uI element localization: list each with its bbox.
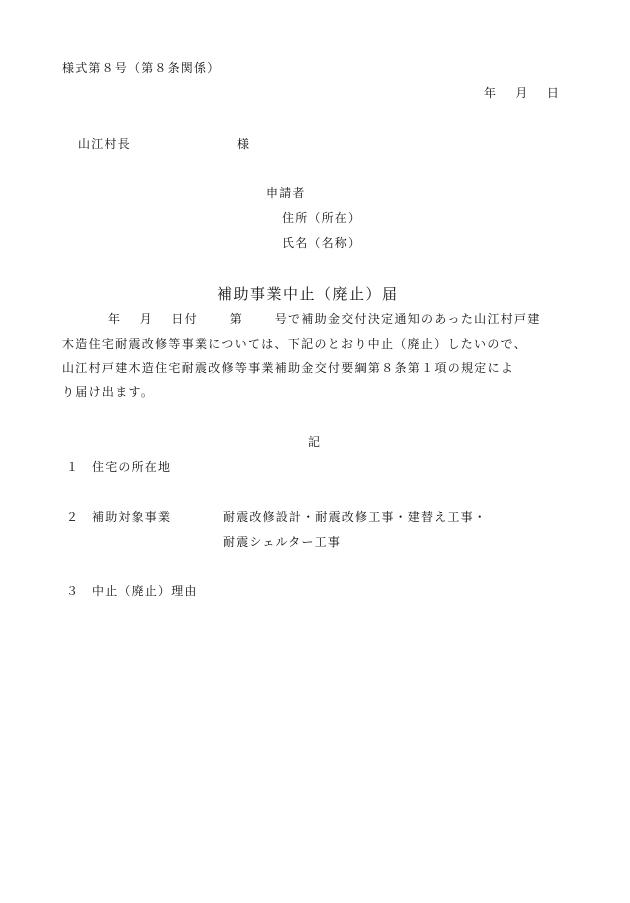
applicant-heading: 申請者 (266, 186, 306, 200)
addressee-name: 山江村長 (78, 137, 131, 151)
document-title: 補助事業中止（廃止）届 (217, 285, 399, 303)
addressee-honorific: 様 (237, 137, 251, 151)
date-line: 年 月 日 (484, 86, 561, 100)
body-line-1: 年 月 日付 第 号で補助金交付決定通知のあった山江村戸建 (108, 312, 541, 326)
item-3-number: ３ (66, 584, 80, 598)
body-line-3: 山江村戸建木造住宅耐震改修等事業補助金交付要綱第８条第１項の規定によ (62, 361, 515, 375)
item-1-label: 住宅の所在地 (92, 460, 172, 474)
body-line-2: 木造住宅耐震改修等事業については、下記のとおり中止（廃止）したいので、 (62, 337, 528, 351)
applicant-name-label: 氏名（名称） (282, 236, 362, 250)
ki-heading: 記 (308, 435, 322, 449)
item-2-number: ２ (66, 510, 80, 524)
applicant-address-label: 住所（所在） (282, 211, 362, 225)
item-2-value-line-2: 耐震シェルター工事 (223, 535, 342, 549)
body-line-4: り届け出ます。 (62, 385, 155, 399)
item-2-value-line-1: 耐震改修設計・耐震改修工事・建替え工事・ (223, 510, 488, 524)
item-2-label: 補助対象事業 (92, 510, 172, 524)
item-3-label: 中止（廃止）理由 (92, 584, 198, 598)
form-number-label: 様式第８号（第８条関係） (62, 61, 221, 75)
item-1-number: １ (66, 460, 80, 474)
